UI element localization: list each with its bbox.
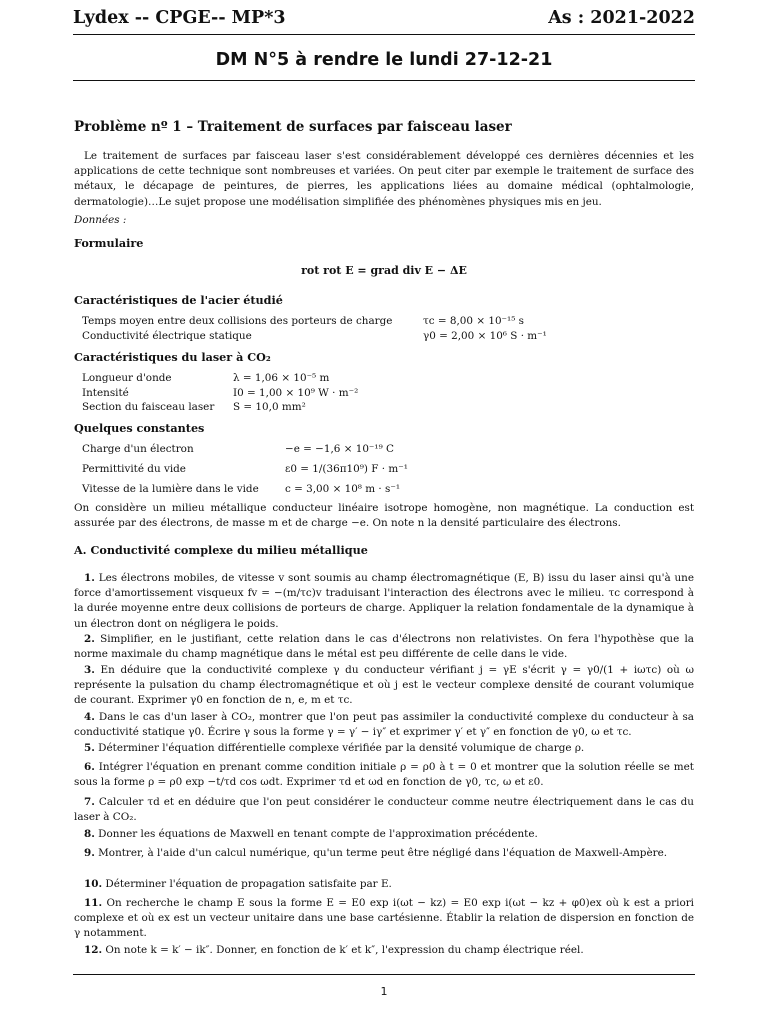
acier-value: γ0 = 2,00 × 10⁶ S · m⁻¹ xyxy=(423,330,547,342)
acier-label: Temps moyen entre deux collisions des porteurs de charge xyxy=(82,315,393,327)
constante-value: −e = −1,6 × 10⁻¹⁹ C xyxy=(285,443,395,455)
problem-title: Problème nº 1 – Traitement de surfaces par faisceau laser xyxy=(74,119,512,135)
question-4 xyxy=(74,710,694,740)
question-text: On note k = k′ − ik″. Donner, en fonction de k′ et k″, l'expression du champ électrique réel. xyxy=(105,944,584,956)
assignment-title: DM N°5 à rendre le lundi 27-12-21 xyxy=(215,50,553,70)
question-number: 11. xyxy=(84,897,103,909)
donnees-label: Données : xyxy=(74,214,127,226)
question-text: Déterminer l'équation de propagation satisfaite par E. xyxy=(105,878,392,890)
question-number: 7. xyxy=(84,796,95,808)
laser-value: I0 = 1,00 × 10⁹ W · m⁻² xyxy=(233,387,359,399)
question-text: En déduire que la conductivité complexe γ du conducteur vérifiant j = γE s'écrit γ = γ0/(1 + iωτc) où ω représente la pulsation du champ électromagnétique et où j est le vecteur complexe densité de courant volumique de courant. Exprimer γ0 en fonction de n, e, m et τc. xyxy=(74,664,694,707)
laser-label: Longueur d'onde xyxy=(82,372,172,384)
laser-label: Intensité xyxy=(82,387,129,399)
header-right: As : 2021-2022 xyxy=(548,8,695,28)
question-12 xyxy=(74,943,694,958)
question-number: 5. xyxy=(84,742,95,754)
acier-label: Conductivité électrique statique xyxy=(82,330,252,342)
question-number: 6. xyxy=(84,761,95,773)
question-1 xyxy=(74,571,694,632)
question-3 xyxy=(74,663,694,709)
question-number: 12. xyxy=(84,944,103,956)
formulaire-heading: Formulaire xyxy=(74,236,144,250)
laser-heading: Caractéristiques du laser à CO₂ xyxy=(74,350,271,364)
question-7 xyxy=(74,795,694,825)
question-text: On recherche le champ E sous la forme E = E0 exp i(ωt − kz) = E0 exp i(ωt − kz + φ0)ex où k est a priori complexe et où ex est un vecteur unitaire dans une base cartésienne. Établir la relation de dispersion en fonction de γ notamment. xyxy=(74,897,694,940)
question-number: 1. xyxy=(84,572,95,584)
question-number: 4. xyxy=(84,711,95,723)
constante-value: c = 3,00 × 10⁸ m · s⁻¹ xyxy=(285,483,401,495)
question-6 xyxy=(74,760,694,790)
question-text: Déterminer l'équation différentielle complexe vérifiée par la densité volumique de charge ρ. xyxy=(98,742,585,754)
section-a-heading: A. Conductivité complexe du milieu métallique xyxy=(74,543,368,557)
question-text: Les électrons mobiles, de vitesse v sont soumis au champ électromagnétique (E, B) issu du laser ainsi qu'à une force d'amortissement visqueux fv = −(m/τc)v traduisant l'interaction des électrons avec le milieu. τc correspond à la durée moyenne entre deux collisions de porteurs de charge. Appliquer la relation fondamentale de la dynamique à un électron dont on négligera le poids. xyxy=(74,572,694,630)
laser-value: S = 10,0 mm² xyxy=(233,401,306,413)
header-rule xyxy=(73,34,695,35)
question-text: Simplifier, en le justifiant, cette relation dans le cas d'électrons non relativistes. On fera l'hypothèse que la norme maximale du champ magnétique dans le métal est peu différente de celle dans le vide. xyxy=(74,633,694,661)
title-rule xyxy=(73,80,695,81)
question-number: 2. xyxy=(84,633,95,645)
acier-heading: Caractéristiques de l'acier étudié xyxy=(74,293,283,307)
constante-label: Permittivité du vide xyxy=(82,463,186,475)
constante-label: Vitesse de la lumière dans le vide xyxy=(82,483,259,495)
question-11 xyxy=(74,896,694,942)
intro-paragraph: Le traitement de surfaces par faisceau laser s'est considérablement développé ces dernières décennies et les applications de cette technique sont nombreuses et variées. On peut citer par exemple le traitement de surface des métaux, le décapage de peintures, de pierres, les applications liées au domaine médical (ophtalmologie, dermatologie)…Le sujet propose une modélisation simplifiée des phénomènes physiques mis en jeu. xyxy=(74,150,694,208)
question-number: 9. xyxy=(84,847,95,859)
question-9 xyxy=(74,846,694,861)
question-2 xyxy=(74,632,694,662)
question-text: Intégrer l'équation en prenant comme condition initiale ρ = ρ0 à t = 0 et montrer que la solution réelle se met sous la forme ρ = ρ0 exp −t/τd cos ωdt. Exprimer τd et ωd en fonction de γ0, τc, ω et ε0. xyxy=(74,761,694,789)
question-text: Calculer τd et en déduire que l'on peut considérer le conducteur comme neutre électriquement dans le cas du laser à CO₂. xyxy=(74,796,694,824)
question-text: Dans le cas d'un laser à CO₂, montrer que l'on peut pas assimiler la conductivité complexe du conducteur à sa conductivité statique γ0. Écrire γ sous la forme γ = γ′ − iγ″ et exprimer γ′ et γ″ en fonction de γ0, ω et τc. xyxy=(74,711,694,739)
page-header xyxy=(73,8,695,32)
constante-label: Charge d'un électron xyxy=(82,443,194,455)
question-10 xyxy=(74,877,694,892)
laser-label: Section du faisceau laser xyxy=(82,401,215,413)
laser-value: λ = 1,06 × 10⁻⁵ m xyxy=(233,372,330,384)
constantes-heading: Quelques constantes xyxy=(74,421,205,435)
question-number: 3. xyxy=(84,664,95,676)
header-left: Lydex -- CPGE-- MP*3 xyxy=(73,8,286,28)
question-number: 10. xyxy=(84,878,103,890)
constante-value: ε0 = 1/(36π10⁹) F · m⁻¹ xyxy=(285,463,408,475)
formula-line: rot rot E = grad div E − ΔE xyxy=(301,264,467,277)
footer-rule xyxy=(73,974,695,975)
question-8 xyxy=(74,827,694,842)
question-text: Donner les équations de Maxwell en tenant compte de l'approximation précédente. xyxy=(98,828,538,840)
question-number: 8. xyxy=(84,828,95,840)
acier-value: τc = 8,00 × 10⁻¹⁵ s xyxy=(423,315,524,327)
question-text: Montrer, à l'aide d'un calcul numérique, qu'un terme peut être négligé dans l'équation de Maxwell-Ampère. xyxy=(98,847,668,859)
question-5 xyxy=(74,741,694,756)
milieu-paragraph: On considère un milieu métallique conducteur linéaire isotrope homogène, non magnétique. La conduction est assurée par des électrons, de masse m et de charge −e. On note n la densité particulaire des électrons. xyxy=(74,502,694,530)
page-number: 1 xyxy=(380,985,388,998)
